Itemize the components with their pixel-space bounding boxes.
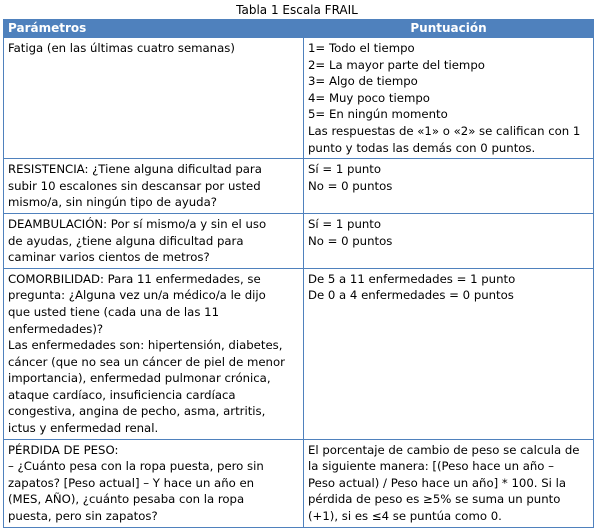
score-cell — [304, 439, 594, 527]
score-cell — [304, 159, 594, 214]
score-line: No = 0 puntos — [308, 233, 393, 248]
param-line: pregunta: ¿Alguna vez un/a médico/a le dijo — [8, 288, 266, 303]
table-header-row — [4, 20, 594, 38]
param-cell — [4, 439, 304, 527]
table-row-perdida-peso — [4, 439, 594, 527]
param-line: puesta, pero sin zapatos? — [8, 509, 158, 524]
score-line: (+1), si es ≤4 se puntúa como 0. — [308, 509, 502, 524]
header-parametros: Parámetros — [4, 20, 304, 38]
table-row-resistencia — [4, 159, 594, 214]
score-line: pérdida de peso es ≥5% se suma un punto — [308, 492, 561, 507]
param-line: COMORBILIDAD: Para 11 enfermedades, se — [8, 271, 261, 286]
table-caption: Tabla 1 Escala FRAIL — [236, 3, 358, 17]
score-line: la siguiente manera: [(Peso hace un año – — [308, 459, 554, 474]
param-cell — [4, 38, 304, 159]
score-line: 3= Algo de tiempo — [308, 74, 418, 89]
score-line: punto y todas las demás con 0 puntos. — [308, 140, 536, 155]
param-line: mismo/a, sin ningún tipo de ayuda? — [8, 195, 217, 210]
param-line: importancia), enfermedad pulmonar crónica, — [8, 371, 271, 386]
score-line: Las respuestas de «1» o «2» se califican con 1 — [308, 123, 581, 138]
param-line: – ¿Cuánto pesa con la ropa puesta, pero sin — [8, 459, 264, 474]
param-line: congestiva, angina de pecho, asma, artritis, — [8, 404, 266, 419]
header-puntuacion: Puntuación — [304, 20, 594, 38]
param-line: RESISTENCIA: ¿Tiene alguna dificultad para — [8, 162, 262, 177]
score-line: De 0 a 4 enfermedades = 0 puntos — [308, 288, 514, 303]
score-line: El porcentaje de cambio de peso se calcula de — [308, 442, 580, 457]
param-line: subir 10 escalones sin descansar por usted — [8, 178, 261, 193]
frail-scale-table — [3, 19, 594, 528]
param-line: ataque cardíaco, insuficiencia cardíaca — [8, 387, 236, 402]
param-line: que usted tiene (cada una de las 11 — [8, 304, 220, 319]
score-line: No = 0 puntos — [308, 178, 393, 193]
param-cell — [4, 159, 304, 214]
table-row-fatiga — [4, 38, 594, 159]
score-line: Sí = 1 punto — [308, 216, 382, 231]
param-line: enfermedades)? — [8, 321, 104, 336]
param-line: ictus y enfermedad renal. — [8, 421, 159, 436]
param-line: Las enfermedades son: hipertensión, diabetes, — [8, 338, 283, 353]
param-line: (MES, AÑO), ¿cuánto pesaba con la ropa — [8, 492, 245, 507]
score-cell — [304, 268, 594, 439]
score-line: 4= Muy poco tiempo — [308, 90, 430, 105]
score-line: 5= En ningún momento — [308, 107, 448, 122]
param-line: zapatos? [Peso actual] – Y hace un año en — [8, 475, 255, 490]
param-line: cáncer (que no sea un cáncer de piel de menor — [8, 354, 285, 369]
param-line: PÉRDIDA DE PESO: — [8, 442, 119, 457]
table-row-comorbilidad — [4, 268, 594, 439]
table-row-deambulacion — [4, 213, 594, 268]
score-line: 1= Todo el tiempo — [308, 41, 415, 55]
score-line: Sí = 1 punto — [308, 162, 382, 177]
score-cell — [304, 213, 594, 268]
param-line: DEAMBULACIÓN: Por sí mismo/a y sin el uso — [8, 216, 267, 231]
param-line: Fatiga (en las últimas cuatro semanas) — [8, 41, 235, 55]
param-cell — [4, 213, 304, 268]
score-line: 2= La mayor parte del tiempo — [308, 57, 485, 72]
score-line: Peso actual) / Peso hace un año] * 100. Si la — [308, 475, 566, 490]
score-cell — [304, 38, 594, 159]
param-cell — [4, 268, 304, 439]
param-line: caminar varios cientos de metros? — [8, 250, 210, 265]
param-line: de ayudas, ¿tiene alguna dificultad para — [8, 233, 244, 248]
score-line: De 5 a 11 enfermedades = 1 punto — [308, 271, 516, 286]
